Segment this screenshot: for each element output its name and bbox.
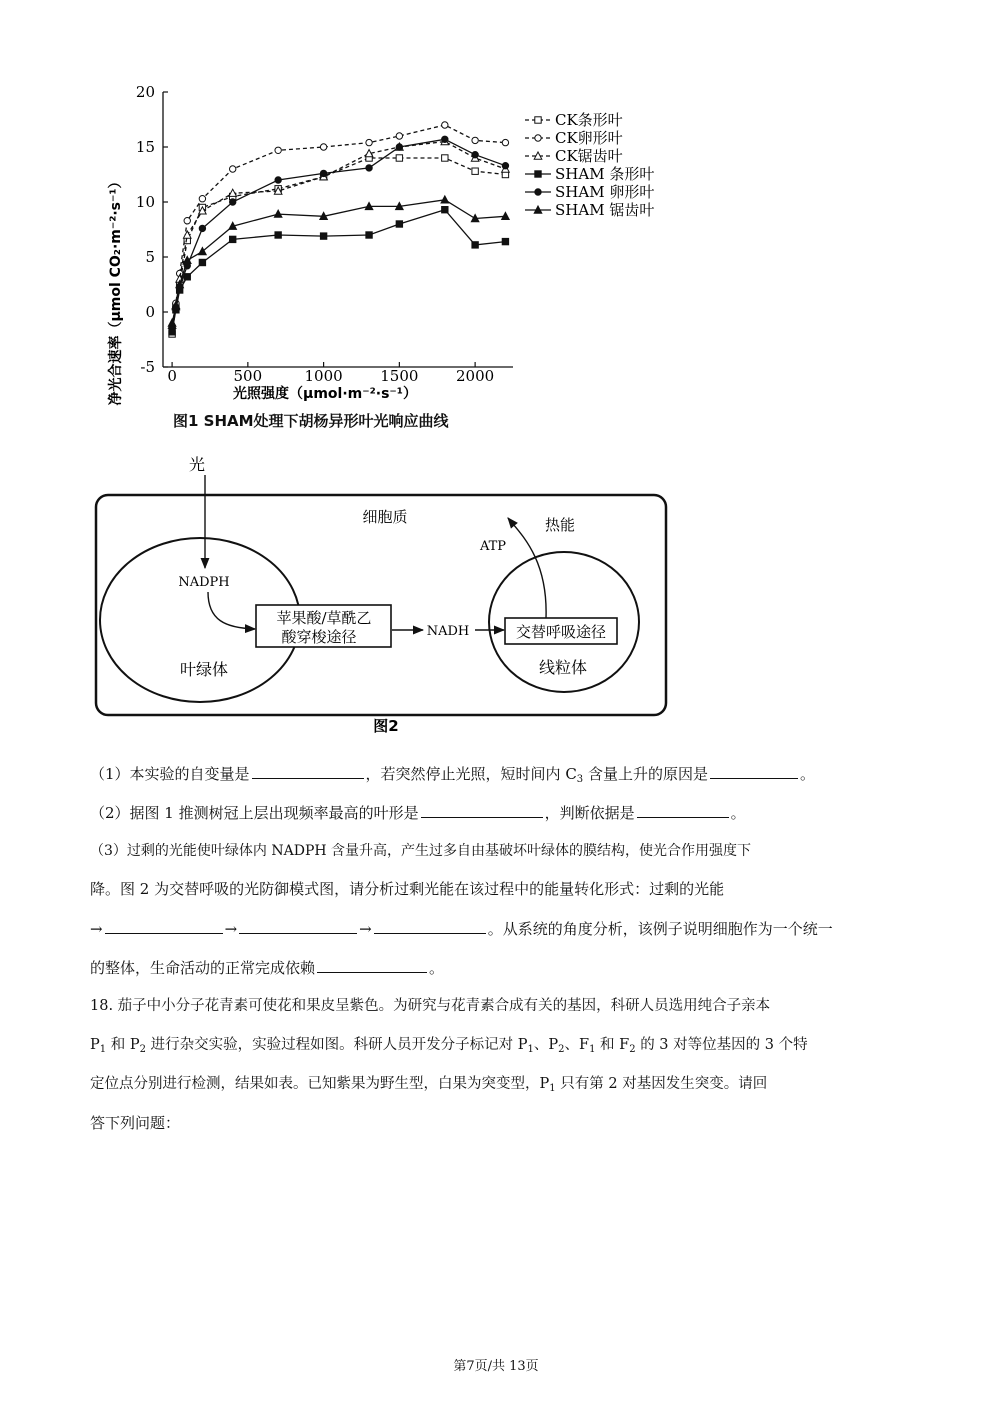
data-point [396,155,402,161]
data-point [442,136,448,142]
alt-respiration-label: 交替呼吸途径 [515,623,607,641]
legend-label: SHAM 锯齿叶 [555,201,655,219]
alternative-respiration-diagram [90,450,680,745]
y-tick-label: 0 [145,303,155,321]
nadh-label: NADH [426,624,470,639]
data-point [472,137,478,143]
answer-blank-6[interactable] [239,919,357,934]
q3-line1: （3）过剩的光能使叶绿体内 NADPH 含量升高，产生过多自由基破坏叶绿体的膜结构，使光合作用强度下 [90,843,752,859]
q3-arrow-2: → [224,920,238,938]
y-tick-label: 20 [135,83,155,101]
series-1 [169,155,509,337]
data-point [229,166,235,172]
data-point [320,170,326,176]
legend-marker [535,189,541,195]
q2-text-b: ，判断依据是 [544,804,635,822]
q18-sub-2: 2 [139,1044,146,1055]
data-point [320,233,326,239]
question-3-line4 [90,958,905,978]
q18-line1 [90,997,905,1016]
question-1 [90,764,905,789]
data-point [199,196,205,202]
data-point [502,139,508,145]
figure2-caption: 图2 [373,717,399,735]
series-line [172,125,505,329]
cytoplasm-label: 细胞质 [362,508,408,526]
answer-blank-2[interactable] [710,764,798,779]
q1-text-c: 含量上升的原因是 [583,765,708,783]
series-line [172,158,505,334]
x-axis-label: 光照强度（μmol·m⁻²·s⁻¹） [233,386,417,402]
q18-sub-3: 1 [527,1044,534,1055]
y-tick-label: 5 [145,248,155,266]
heat-label: 热能 [544,516,576,534]
data-point [472,242,478,248]
series-line [172,139,505,326]
data-point [275,177,281,183]
series-2 [169,122,509,332]
heat-arrow [508,518,546,618]
figure1-caption: 图1 SHAM处理下胡杨异形叶光响应曲线 [173,412,449,430]
q1-text-a: （1）本实验的自变量是 [90,765,250,783]
data-point [472,168,478,174]
data-point [441,196,449,203]
x-tick-label: 500 [233,367,263,385]
data-point [366,165,372,171]
light-response-chart [95,80,685,410]
data-point [396,133,402,139]
q2-end: 。 [730,804,746,822]
x-tick-label: 2000 [456,367,495,385]
answer-blank-7[interactable] [374,919,486,934]
answer-blank-3[interactable] [421,803,543,818]
data-point [199,259,205,265]
answer-blank-4[interactable] [637,803,729,818]
light-label: 光 [188,455,206,474]
q1-end: 。 [799,765,815,783]
q18-d: 、F [564,1037,590,1053]
data-point [442,122,448,128]
q18-line2 [90,1036,905,1059]
page-footer: 第7页/共 13页 [453,1359,539,1374]
x-tick-label: 1500 [380,367,419,385]
chloroplast-label: 叶绿体 [179,660,229,679]
mitochondria-label: 线粒体 [538,658,588,677]
data-point [184,218,190,224]
q3-line3-end: 。从系统的角度分析，该例子说明细胞作为一个统一 [487,920,833,938]
q18-b: 进行杂交实验，实验过程如图。科研人员开发分子标记对 P [146,1037,528,1053]
question-3-line2 [90,880,905,899]
data-point [502,238,508,244]
series-3 [168,138,509,329]
answer-blank-8[interactable] [317,958,427,973]
q3-arrow-1: → [90,920,103,938]
data-point [442,155,448,161]
answer-blank-1[interactable] [252,764,364,779]
series-6 [168,196,509,326]
data-point [442,207,448,213]
q18-sub-5: 1 [589,1044,596,1055]
legend-marker [535,117,541,123]
series-line [172,142,505,326]
legend-label: SHAM 卵形叶 [555,183,655,201]
answer-blank-5[interactable] [105,919,223,934]
q1-subscript: 3 [576,774,584,785]
y-axis-label: 净光合速率（μmol CO₂·m⁻²·s⁻¹） [108,174,124,406]
q3-arrow-3: → [359,920,372,938]
q3-line2: 降。图 2 为交替呼吸的光防御模式图，请分析过剩光能在该过程中的能量转化形式：过剩的光能 [90,880,725,898]
legend-label: CK条形叶 [555,111,623,129]
series-4 [169,207,509,336]
series-line [172,210,505,332]
q18-sub-1: 1 [99,1044,107,1055]
atp-label: ATP [479,539,507,554]
legend-label: CK锯齿叶 [555,147,623,165]
legend-marker [535,135,541,141]
q1-text-b: ，若突然停止光照，短时间内 C [365,765,577,783]
chart-series [168,122,509,337]
q18-l3-sub: 1 [549,1083,556,1094]
q18-text-4: 答下列问题： [90,1114,181,1132]
data-point [396,221,402,227]
legend-label: CK卵形叶 [555,129,623,147]
question-3-line3 [90,919,905,939]
malate-shuttle-line1: 苹果酸/草酰乙 [276,609,372,627]
data-point [472,152,478,158]
q18-l3-b: 只有第 2 对基因发生突变。请回 [555,1076,768,1092]
series-5 [169,136,509,329]
q18-f: 的 3 对等位基因的 3 个特 [635,1037,808,1053]
q18-l3-a: 定位点分别进行检测，结果如表。已知紫果为野生型，白果为突变型，P [90,1076,550,1092]
question-2 [90,803,905,823]
y-tick-label: 15 [135,138,155,156]
q18-sub-6: 2 [629,1044,636,1055]
q18-c: 、P [533,1037,559,1053]
q18-text-1: 18. 茄子中小分子花青素可使花和果皮呈紫色。为研究与花青素合成有关的基因，科研人员选用纯合子亲本 [90,998,771,1014]
q18-p: P [90,1037,100,1053]
x-tick-label: 0 [167,367,177,385]
malate-shuttle-line2: 酸穿梭途径 [281,628,357,646]
nadph-arrow [208,592,255,629]
data-point [320,144,326,150]
legend-marker [535,171,541,177]
question-3-line1 [90,842,905,861]
y-tick-label: 10 [135,193,155,211]
data-point [275,232,281,238]
q18-line3 [90,1075,905,1098]
q3-end: 。 [429,959,445,977]
q3-line4: 的整体，生命活动的正常完成依赖 [90,959,316,977]
data-point [366,232,372,238]
data-point [502,163,508,169]
q18-line4 [90,1114,905,1133]
data-point [396,144,402,150]
data-point [184,274,190,280]
legend-label: SHAM 条形叶 [555,165,655,183]
y-tick-label: -5 [140,358,155,376]
q18-sub-4: 2 [558,1044,565,1055]
q18-e: 和 F [595,1037,630,1053]
data-point [199,225,205,231]
q2-text-a: （2）据图 1 推测树冠上层出现频率最高的叶形是 [90,804,419,822]
data-point [229,236,235,242]
chart-legend [525,111,654,219]
series-line [172,200,505,323]
data-point [366,139,372,145]
data-point [229,199,235,205]
nadph-label: NADPH [178,575,230,590]
x-tick-label: 1000 [304,367,343,385]
q18-mid: 和 P [106,1037,140,1053]
data-point [275,147,281,153]
